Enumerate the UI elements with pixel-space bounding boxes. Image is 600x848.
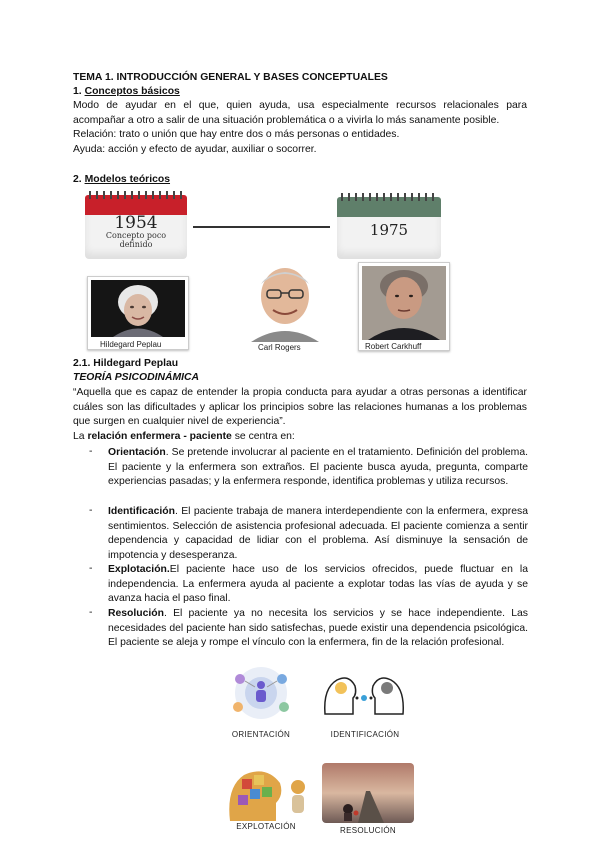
section-1-number: 1. — [73, 86, 85, 97]
list-item-term: Resolución — [108, 608, 165, 619]
timeline-line — [193, 226, 330, 228]
relacion-intro — [73, 430, 295, 445]
portrait-peplau-image — [91, 280, 185, 337]
orientacion-illustration — [226, 665, 296, 721]
paragraph-relacion: Relación: trato o unión que hay entre dos o más personas o entidades. — [73, 129, 400, 140]
calendar-year: 1954 — [114, 213, 158, 233]
paragraph-definition: Modo de ayudar en el que, quien ayuda, usa especialmente recursos relacionales para acompañar a otro a salir de una situación problemática o a vivirla lo más sanamente posible. — [73, 100, 527, 126]
exploitation-puzzle-head-icon — [222, 765, 314, 821]
photo-caption: Carl Rogers — [258, 343, 301, 352]
list-item-orientacion — [108, 446, 528, 490]
calendar-note-line2: definido — [119, 240, 153, 249]
portrait-carkhuff-image — [362, 266, 446, 340]
relacion-intro-pre: La — [73, 431, 88, 442]
calendar-rings — [341, 193, 437, 201]
explotacion-caption: EXPLOTACIÓN — [236, 822, 296, 831]
calendar-1975 — [337, 197, 441, 259]
list-item-term: Identificación — [108, 506, 175, 517]
list-item-resolucion — [108, 607, 528, 651]
calendar-year: 1975 — [369, 221, 409, 239]
identificacion-illustration — [319, 668, 409, 720]
list-item-term: Orientación — [108, 447, 166, 458]
relacion-intro-bold: relación enfermera - paciente — [87, 431, 232, 442]
list-item-identificacion — [108, 505, 528, 563]
list-item-text: . Se pretende involucrar al paciente en el tratamiento. Definición del problema. El paciente y la enfermera son extraños. El paciente busca ayuda, pregunta, comparte experiencias pasadas; y la enfermera responde, identifica problemas y utiliza recursos. — [108, 447, 528, 488]
list-item-term: Explotación. — [108, 564, 170, 575]
paragraph-ayuda: Ayuda: acción y efecto de ayudar, auxiliar o socorrer. — [73, 144, 317, 155]
section-2-1-heading: 2.1. Hildegard Peplau — [73, 358, 179, 369]
portrait-rogers-image — [243, 262, 327, 342]
identificacion-caption: IDENTIFICACIÓN — [330, 730, 400, 739]
explotacion-illustration — [222, 765, 314, 821]
photo-hildegard-peplau — [87, 276, 189, 350]
list-dash: - — [89, 563, 93, 574]
section-2-number: 2. — [73, 174, 85, 185]
list-item-text: . El paciente trabaja de manera interdependiente con la enfermera, expresa sentimientos. Selección de asistencia profesional adecuada. El paciente comienza a sentir dependencia y capacidad de lidiar con el problema. Así disminuye la sensación de impotencia y desesperanza. — [108, 506, 528, 561]
photo-carl-rogers — [243, 262, 327, 350]
list-item-explotacion — [108, 563, 528, 607]
resolucion-caption: RESOLUCIÓN — [340, 826, 396, 835]
list-dash: - — [89, 446, 93, 457]
orientation-puzzle-icon — [226, 665, 296, 721]
relacion-intro-post: se centra en: — [231, 431, 295, 442]
section-2-title: Modelos teóricos — [84, 174, 171, 185]
section-2-1-subheading: TEORÍA PSICODINÁMICA — [73, 372, 200, 383]
section-2-heading — [73, 173, 170, 188]
section-1-title: Conceptos básicos — [84, 86, 180, 97]
calendar-rings — [89, 191, 183, 199]
resolution-road-icon — [322, 763, 414, 823]
list-dash: - — [89, 607, 93, 618]
list-item-text: El paciente hace uso de los servicios ofrecidos, puede fluctuar en la independencia. La enfermera ayuda al paciente a explotar todas las vías de ayuda y se avanza hacia el paso final. — [108, 564, 528, 605]
resolucion-illustration — [322, 763, 414, 823]
calendar-note-line1: Concepto poco — [105, 231, 167, 240]
list-dash: - — [89, 505, 93, 516]
calendar-1954 — [85, 195, 187, 259]
list-item-text: . El paciente ya no necesita los servicios y se hace independiente. Las necesidades del paciente han sido satisfechas, puede existir una dependencia psicológica. El paciente se aleja y rompe el vínculo con la enfermera, fin de la relación profesional. — [108, 608, 528, 649]
peplau-quote: “Aquella que es capaz de entender la propia conducta para ayudar a otras personas a identificar cuáles son las dificultades y aplicar los principios sobre las relaciones humanas a los problemas que surgen en cualquier nivel de experiencia”. — [73, 387, 527, 428]
page-title: TEMA 1. INTRODUCCIÓN GENERAL Y BASES CONCEPTUALES — [73, 72, 388, 83]
orientacion-caption: ORIENTACIÓN — [231, 730, 291, 739]
photo-caption: Robert Carkhuff — [365, 342, 422, 351]
section-1-heading — [73, 85, 180, 100]
identification-heads-icon — [319, 668, 409, 720]
photo-robert-carkhuff — [358, 262, 450, 351]
photo-caption: Hildegard Peplau — [100, 340, 162, 349]
